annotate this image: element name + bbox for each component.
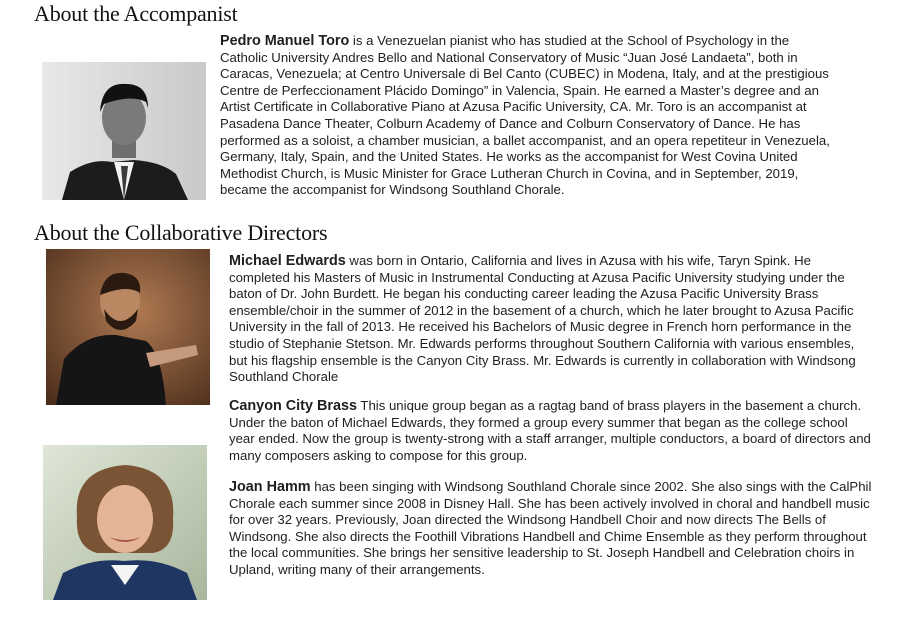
canyon-city-brass-bio	[229, 398, 874, 464]
joan-hamm-name: Joan Hamm	[229, 479, 311, 495]
accompanist-heading: About the Accompanist	[34, 1, 238, 26]
directors-heading: About the Collaborative Directors	[34, 220, 328, 245]
michael-edwards-name: Michael Edwards	[229, 253, 346, 269]
pedro-toro-bio	[220, 33, 840, 199]
joan-hamm-bio-text: has been singing with Windsong Southland Chorale since 2002. She also sings with the CalPhil Chorale each summer since 2008 in Disney Hall. She has been actively involved in choral and handbell music for over 32 years. Previously, Joan directed the Windsong Handbell Choir and now directs The Bells of Windsong. She also directs the Foothill Vibrations Handbell and Chime Ensemble as they perform throughout the local communities. She brings her sensitive leadership to St. Joseph Handbell and Celebration choirs in Upland, writing many of their arrangements.	[229, 479, 872, 577]
canyon-city-brass-name: Canyon City Brass	[229, 398, 357, 414]
pedro-toro-bio-text: is a Venezuelan pianist who has studied at the School of Psychology in the Catholic University Andres Bello and National Conservatory of Music “Juan José Landaeta”, both in Caracas, Venezuela; at Centro Universale di Bel Canto (CUBEC) in Modena, Italy, and at the prestigious Centre de Perfeccionament Plácido Domingo” in Valencia, Spain. He earned a Master’s degree and an Artist Certificate in Collaborative Piano at Azusa Pacific University, CA. Mr. Toro is an accompanist at Pasadena Dance Theater, Colburn Academy of Dance and Colburn Conservatory of Dance. He has performed as a soloist, a chamber musician, a ballet accompanist, and an opera repetiteur in Venezuela, Germany, Italy, Spain, and the United States. He works as the accompanist for West Covina United Methodist Church, is Music Minister for Grace Lutheran Church in Covina, and in September, 2019, became the accompanist for Windsong Southland Chorale.	[220, 33, 830, 198]
michael-edwards-bio	[229, 253, 874, 386]
canyon-city-brass-bio-text: This unique group began as a ragtag band of brass players in the basement a church. Under the baton of Michael Edwards, they formed a group every summer that began as the college school year ended. Now the group is twenty-strong with a staff arranger, multiple conductors, a board of directors and many composers asking to compose for this group.	[229, 398, 871, 463]
pedro-toro-photo	[42, 62, 206, 200]
joan-hamm-photo	[43, 445, 207, 600]
joan-hamm-bio	[229, 479, 874, 579]
michael-edwards-photo	[46, 249, 210, 405]
pedro-toro-name: Pedro Manuel Toro	[220, 33, 350, 49]
michael-edwards-bio-text: was born in Ontario, California and lives in Azusa with his wife, Taryn Spink. He completed his Masters of Music in Instrumental Conducting at Azusa Pacific University studying under the baton of Dr. John Burdett. He began his conducting career leading the Azusa Pacific University Brass ensemble/choir in the summer of 2012 in the basement of a church, which he later brought to Azusa Pacific University in the fall of 2013. He received his Bachelors of Music degree in French horn performance in the studio of Stephanie Stetson. Mr. Edwards performs throughout Southern California with various ensembles, but his flagship ensemble is the Canyon City Brass. Mr. Edwards is currently in collaboration with Windsong Southland Chorale	[229, 253, 856, 385]
